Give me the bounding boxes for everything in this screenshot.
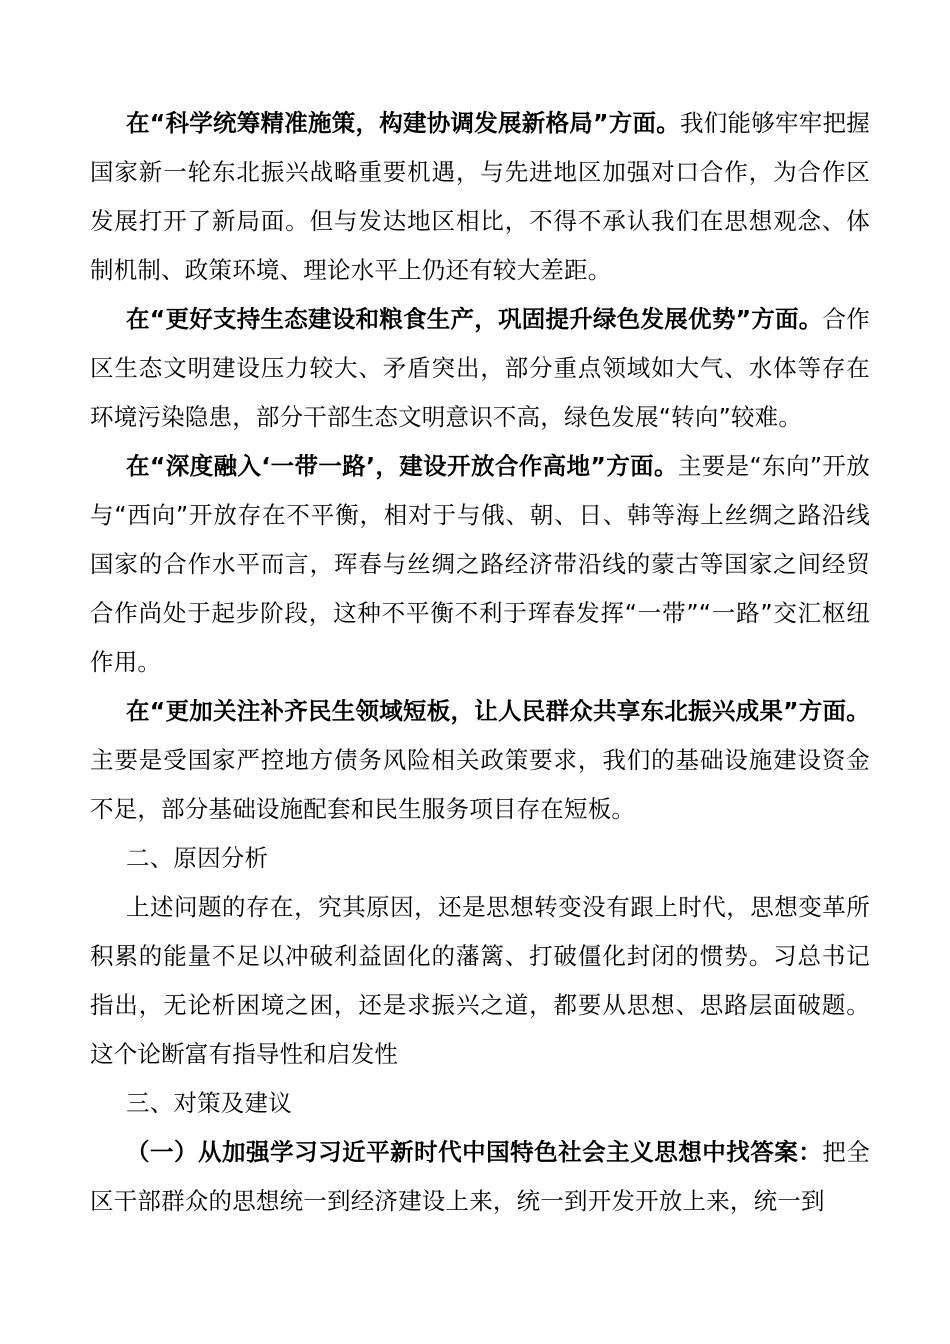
paragraph-heading: 在“科学统筹精准施策，构建协调发展新格局”方面。 — [126, 109, 680, 137]
paragraph-belt-road — [90, 442, 870, 687]
section-heading-countermeasures — [90, 1079, 870, 1128]
paragraph-body: 主要是“东向”开放与“西向”开放存在不平衡，相对于与俄、朝、日、韩等海上丝绸之路沿线国家的合作水平而言，珲春与丝绸之路经济带沿线的蒙古等国家之间经贸合作尚处于起步阶段，这种不平衡不利于珲春发挥“一带”“一路”交汇枢纽作用。 — [90, 452, 871, 676]
paragraph-body: 我们能够牢牢把握国家新一轮东北振兴战略重要机遇，与先进地区加强对口合作，为合作区发展打开了新局面。但与发达地区相比，不得不承认我们在思想观念、体制机制、政策环境、理论水平上仍还有较大差距。 — [90, 109, 870, 284]
paragraph-coordination — [90, 99, 870, 295]
paragraph-heading: （一）从加强学习习近平新时代中国特色社会主义思想中找答案： — [126, 1138, 823, 1166]
paragraph-body: 合作区生态文明建设压力较大、矛盾突出，部分重点领域如大气、水体等存在环境污染隐患，部分干部生态文明意识不高，绿色发展“转向”较难。 — [90, 305, 871, 431]
paragraph-body: 把全区干部群众的思想统一到经济建设上来，统一到开发开放上来，统一到 — [90, 1138, 870, 1215]
paragraph-body: 主要是受国家严控地方债务风险相关政策要求，我们的基础设施建设资金不足，部分基础设施配套和民生服务项目存在短板。 — [90, 746, 870, 823]
paragraph-heading: 在“更加关注补齐民生领域短板，让人民群众共享东北振兴成果”方面。 — [126, 697, 870, 725]
paragraph-heading: 在“更好支持生态建设和粮食生产，巩固提升绿色发展优势”方面。 — [126, 305, 823, 333]
paragraph-heading: 在“深度融入‘一带一路’，建设开放合作高地”方面。 — [126, 452, 678, 480]
paragraph-body: 二、原因分析 — [126, 844, 269, 872]
paragraph-body: 上述问题的存在，究其原因，还是思想转变没有跟上时代，思想变革所积累的能量不足以冲破利益固化的藩篱、打破僵化封闭的惯势。习总书记指出，无论析困境之困，还是求振兴之道，都要从思想、思路层面破题。这个论断富有指导性和启发性 — [90, 893, 870, 1068]
paragraph-livelihood — [90, 687, 870, 834]
paragraph-cause-analysis — [90, 883, 870, 1079]
section-heading-cause-analysis — [90, 834, 870, 883]
paragraph-body: 三、对策及建议 — [126, 1089, 292, 1117]
paragraph-countermeasure-1 — [90, 1128, 870, 1226]
document-page — [90, 99, 870, 1226]
paragraph-ecology — [90, 295, 870, 442]
